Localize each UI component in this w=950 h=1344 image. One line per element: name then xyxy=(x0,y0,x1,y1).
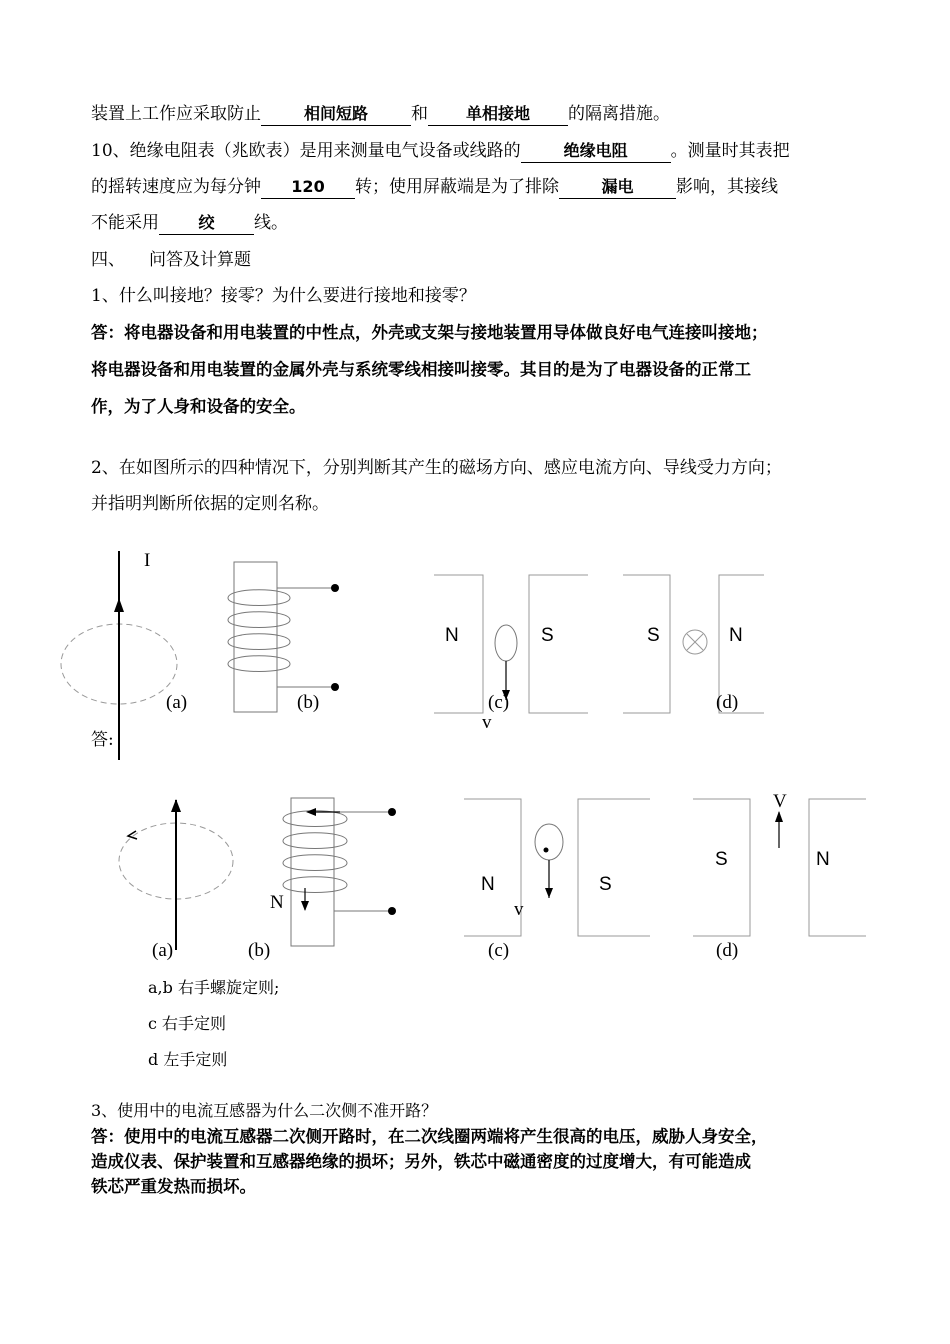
top-figure-d xyxy=(623,575,764,713)
section-heading: 四、 问答及计算题 xyxy=(91,250,251,270)
bottom-c-pole-left: N xyxy=(481,874,495,895)
answer-1-line-3: 作，为了人身和设备的安全。 xyxy=(91,397,306,416)
top-c-label: (c) xyxy=(488,692,510,713)
q10-line-2: 的摇转速度应为每分钟 120 转；使用屏蔽端是为了排除 漏电 影响，其接线 xyxy=(91,177,778,197)
rule-ab: a,b 右手螺旋定则; xyxy=(148,978,280,997)
bottom-b-label: (b) xyxy=(248,940,271,961)
q10-line-1: 10、绝缘电阻表（兆欧表）是用来测量电气设备或线路的 绝缘电阻 。测量时其表把 xyxy=(91,141,790,161)
top-d-pole-left: S xyxy=(647,625,660,646)
top-c-velocity-label: v xyxy=(482,712,492,733)
question-1: 1、什么叫接地？接零？为什么要进行接地和接零？ xyxy=(91,286,476,306)
rule-d: d 左手定则 xyxy=(148,1050,228,1069)
bottom-d-pole-right: N xyxy=(816,849,830,870)
top-d-pole-right: N xyxy=(729,625,743,646)
bottom-c-label: (c) xyxy=(488,940,510,961)
rule-c: c 右手定则 xyxy=(148,1014,227,1033)
bottom-c-pole-right: S xyxy=(599,874,612,895)
bottom-figure-c xyxy=(464,799,650,961)
q9-blank-2: 单相接地 xyxy=(428,103,568,126)
top-c-pole-right: S xyxy=(541,625,554,646)
top-figure-a xyxy=(61,550,187,760)
answer-1-line-1: 答：将电器设备和用电装置的中性点，外壳或支架与接地装置用导体做良好电气连接叫接地； xyxy=(91,323,768,342)
q9-line: 装置上工作应采取防止 相间短路 和 单相接地 的隔离措施。 xyxy=(91,104,670,124)
answer-3-line-1: 答：使用中的电流互感器二次侧开路时，在二次线圈两端将产生很高的电压，威胁人身安全， xyxy=(91,1127,768,1146)
bottom-a-label: (a) xyxy=(152,940,174,961)
answer-3-line-3: 铁芯严重发热而损坏。 xyxy=(91,1177,256,1196)
q10-blank-3: 漏电 xyxy=(559,176,676,199)
bottom-figure-a xyxy=(119,799,233,961)
bottom-c-velocity-label: v xyxy=(514,899,524,920)
question-3: 3、使用中的电流互感器为什么二次侧不准开路？ xyxy=(91,1101,438,1120)
answer-3-line-2: 造成仪表、保护装置和互感器绝缘的损坏；另外，铁芯中磁通密度的过度增大，有可能造成 xyxy=(91,1152,751,1171)
top-a-current-arrow xyxy=(114,598,124,612)
bottom-b-pole-label: N xyxy=(270,892,284,913)
top-b-label: (b) xyxy=(297,692,320,713)
bottom-figure-b xyxy=(248,798,396,961)
top-figure-b xyxy=(228,562,339,713)
bottom-figure-d xyxy=(693,791,866,961)
q10-blank-4: 绞 xyxy=(159,212,254,235)
top-figure-c xyxy=(434,575,588,733)
q10-line-3: 不能采用 绞 线。 xyxy=(91,213,288,233)
question-2-line-1: 2、在如图所示的四种情况下，分别判断其产生的磁场方向、感应电流方向、导线受力方向； xyxy=(91,458,782,478)
bottom-d-velocity-label: V xyxy=(773,791,787,812)
q9-blank-1: 相间短路 xyxy=(261,103,411,126)
top-a-current-label: I xyxy=(144,550,151,571)
q10-blank-1: 绝缘电阻 xyxy=(521,140,671,163)
answer-2-prefix: 答: xyxy=(91,730,114,750)
q10-blank-2: 120 xyxy=(261,176,355,199)
question-2-line-2: 并指明判断所依据的定则名称。 xyxy=(91,494,329,514)
bottom-d-pole-left: S xyxy=(715,849,728,870)
bottom-d-label: (d) xyxy=(716,940,739,961)
top-d-label: (d) xyxy=(716,692,739,713)
top-a-label: (a) xyxy=(166,692,188,713)
top-c-pole-left: N xyxy=(445,625,459,646)
answer-1-line-2: 将电器设备和用电装置的金属外壳与系统零线相接叫接零。其目的是为了电器设备的正常工 xyxy=(91,360,751,379)
